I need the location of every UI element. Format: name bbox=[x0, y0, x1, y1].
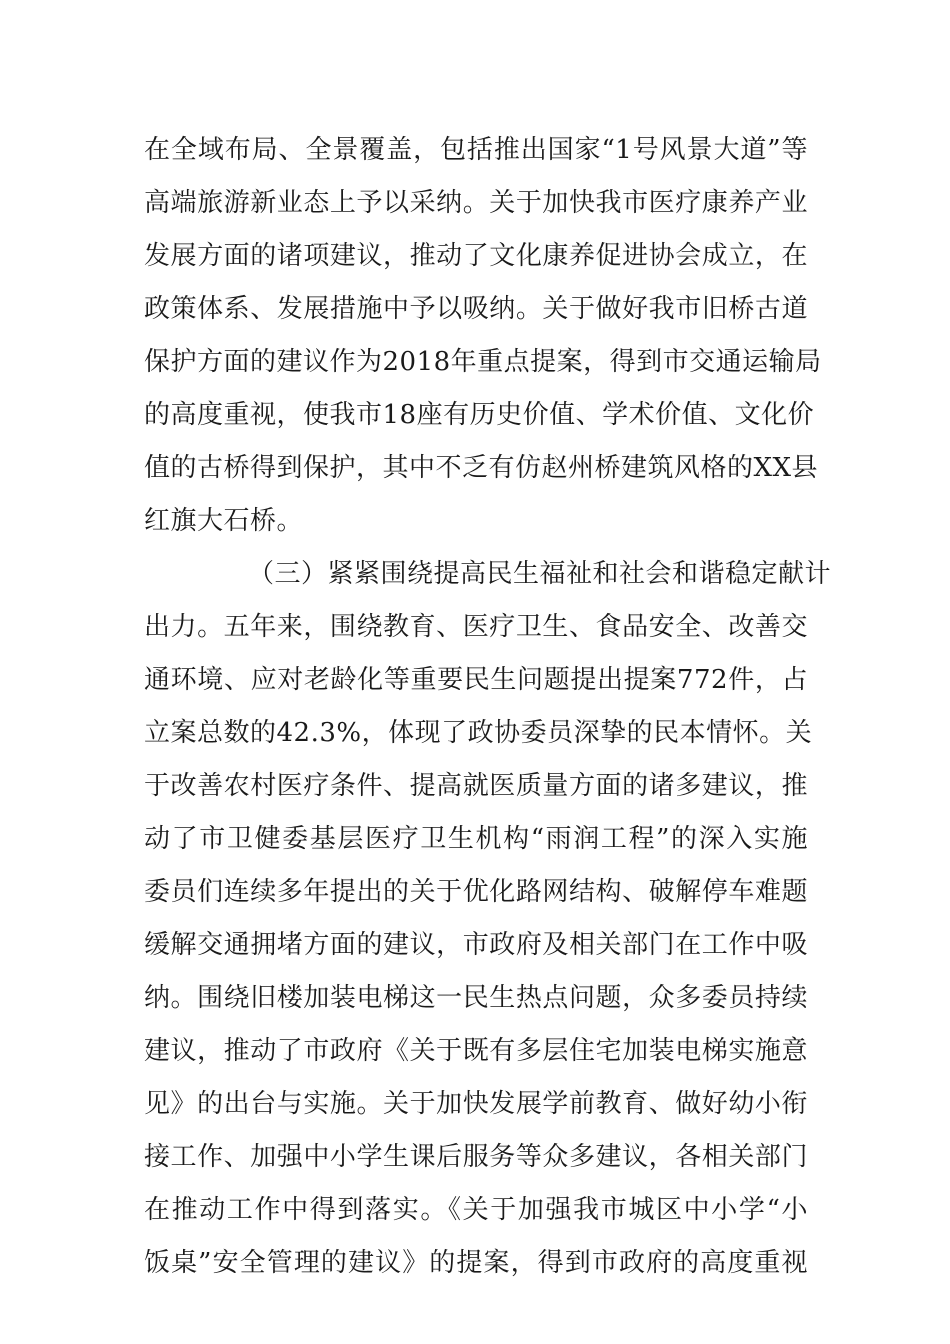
text-line: 高端旅游新业态上予以采纳。关于加快我市医疗康养产业 bbox=[144, 188, 808, 218]
text-line: 饭桌”安全管理的建议》的提案，得到市政府的高度重视 bbox=[144, 1248, 808, 1278]
text-line: 缓解交通拥堵方面的建议，市政府及相关部门在工作中吸 bbox=[144, 930, 808, 960]
text-line: 委员们连续多年提出的关于优化路网结构、破解停车难题 bbox=[144, 877, 808, 907]
text-line: 发展方面的诸项建议，推动了文化康养促进协会成立，在 bbox=[144, 241, 808, 271]
text-line: 建议，推动了市政府《关于既有多层住宅加装电梯实施意 bbox=[144, 1036, 808, 1066]
text-line: 政策体系、发展措施中予以吸纳。关于做好我市旧桥古道 bbox=[144, 294, 808, 324]
text-line: 于改善农村医疗条件、提高就医质量方面的诸多建议，推 bbox=[144, 771, 808, 801]
section-heading-line: （三）紧紧围绕提高民生福祉和社会和谐稳定献计 bbox=[248, 559, 832, 589]
text-line: 的高度重视，使我市18座有历史价值、学术价值、文化价 bbox=[144, 400, 815, 430]
text-line: 通环境、应对老龄化等重要民生问题提出提案772件，占 bbox=[144, 665, 808, 695]
document-body bbox=[144, 124, 832, 1290]
text-line: 立案总数的42.3%，体现了政协委员深挚的民本情怀。关 bbox=[144, 718, 813, 748]
text-line: 纳。围绕旧楼加装电梯这一民生热点问题，众多委员持续 bbox=[144, 983, 808, 1013]
text-line: 动了市卫健委基层医疗卫生机构“雨润工程”的深入实施 bbox=[144, 824, 808, 854]
text-line: 保护方面的建议作为2018年重点提案，得到市交通运输局 bbox=[144, 347, 822, 377]
text-line: 接工作、加强中小学生课后服务等众多建议，各相关部门 bbox=[144, 1142, 808, 1172]
text-line: 出力。五年来，围绕教育、医疗卫生、食品安全、改善交 bbox=[144, 612, 808, 642]
text-line: 在全域布局、全景覆盖，包括推出国家“1号风景大道”等 bbox=[144, 135, 808, 165]
text-line: 值的古桥得到保护，其中不乏有仿赵州桥建筑风格的XX县 bbox=[144, 453, 819, 483]
text-line: 见》的出台与实施。关于加快发展学前教育、做好幼小衔 bbox=[144, 1089, 808, 1119]
text-line: 在推动工作中得到落实。《关于加强我市城区中小学“小 bbox=[144, 1195, 808, 1225]
text-line: 红旗大石桥。 bbox=[144, 506, 304, 536]
